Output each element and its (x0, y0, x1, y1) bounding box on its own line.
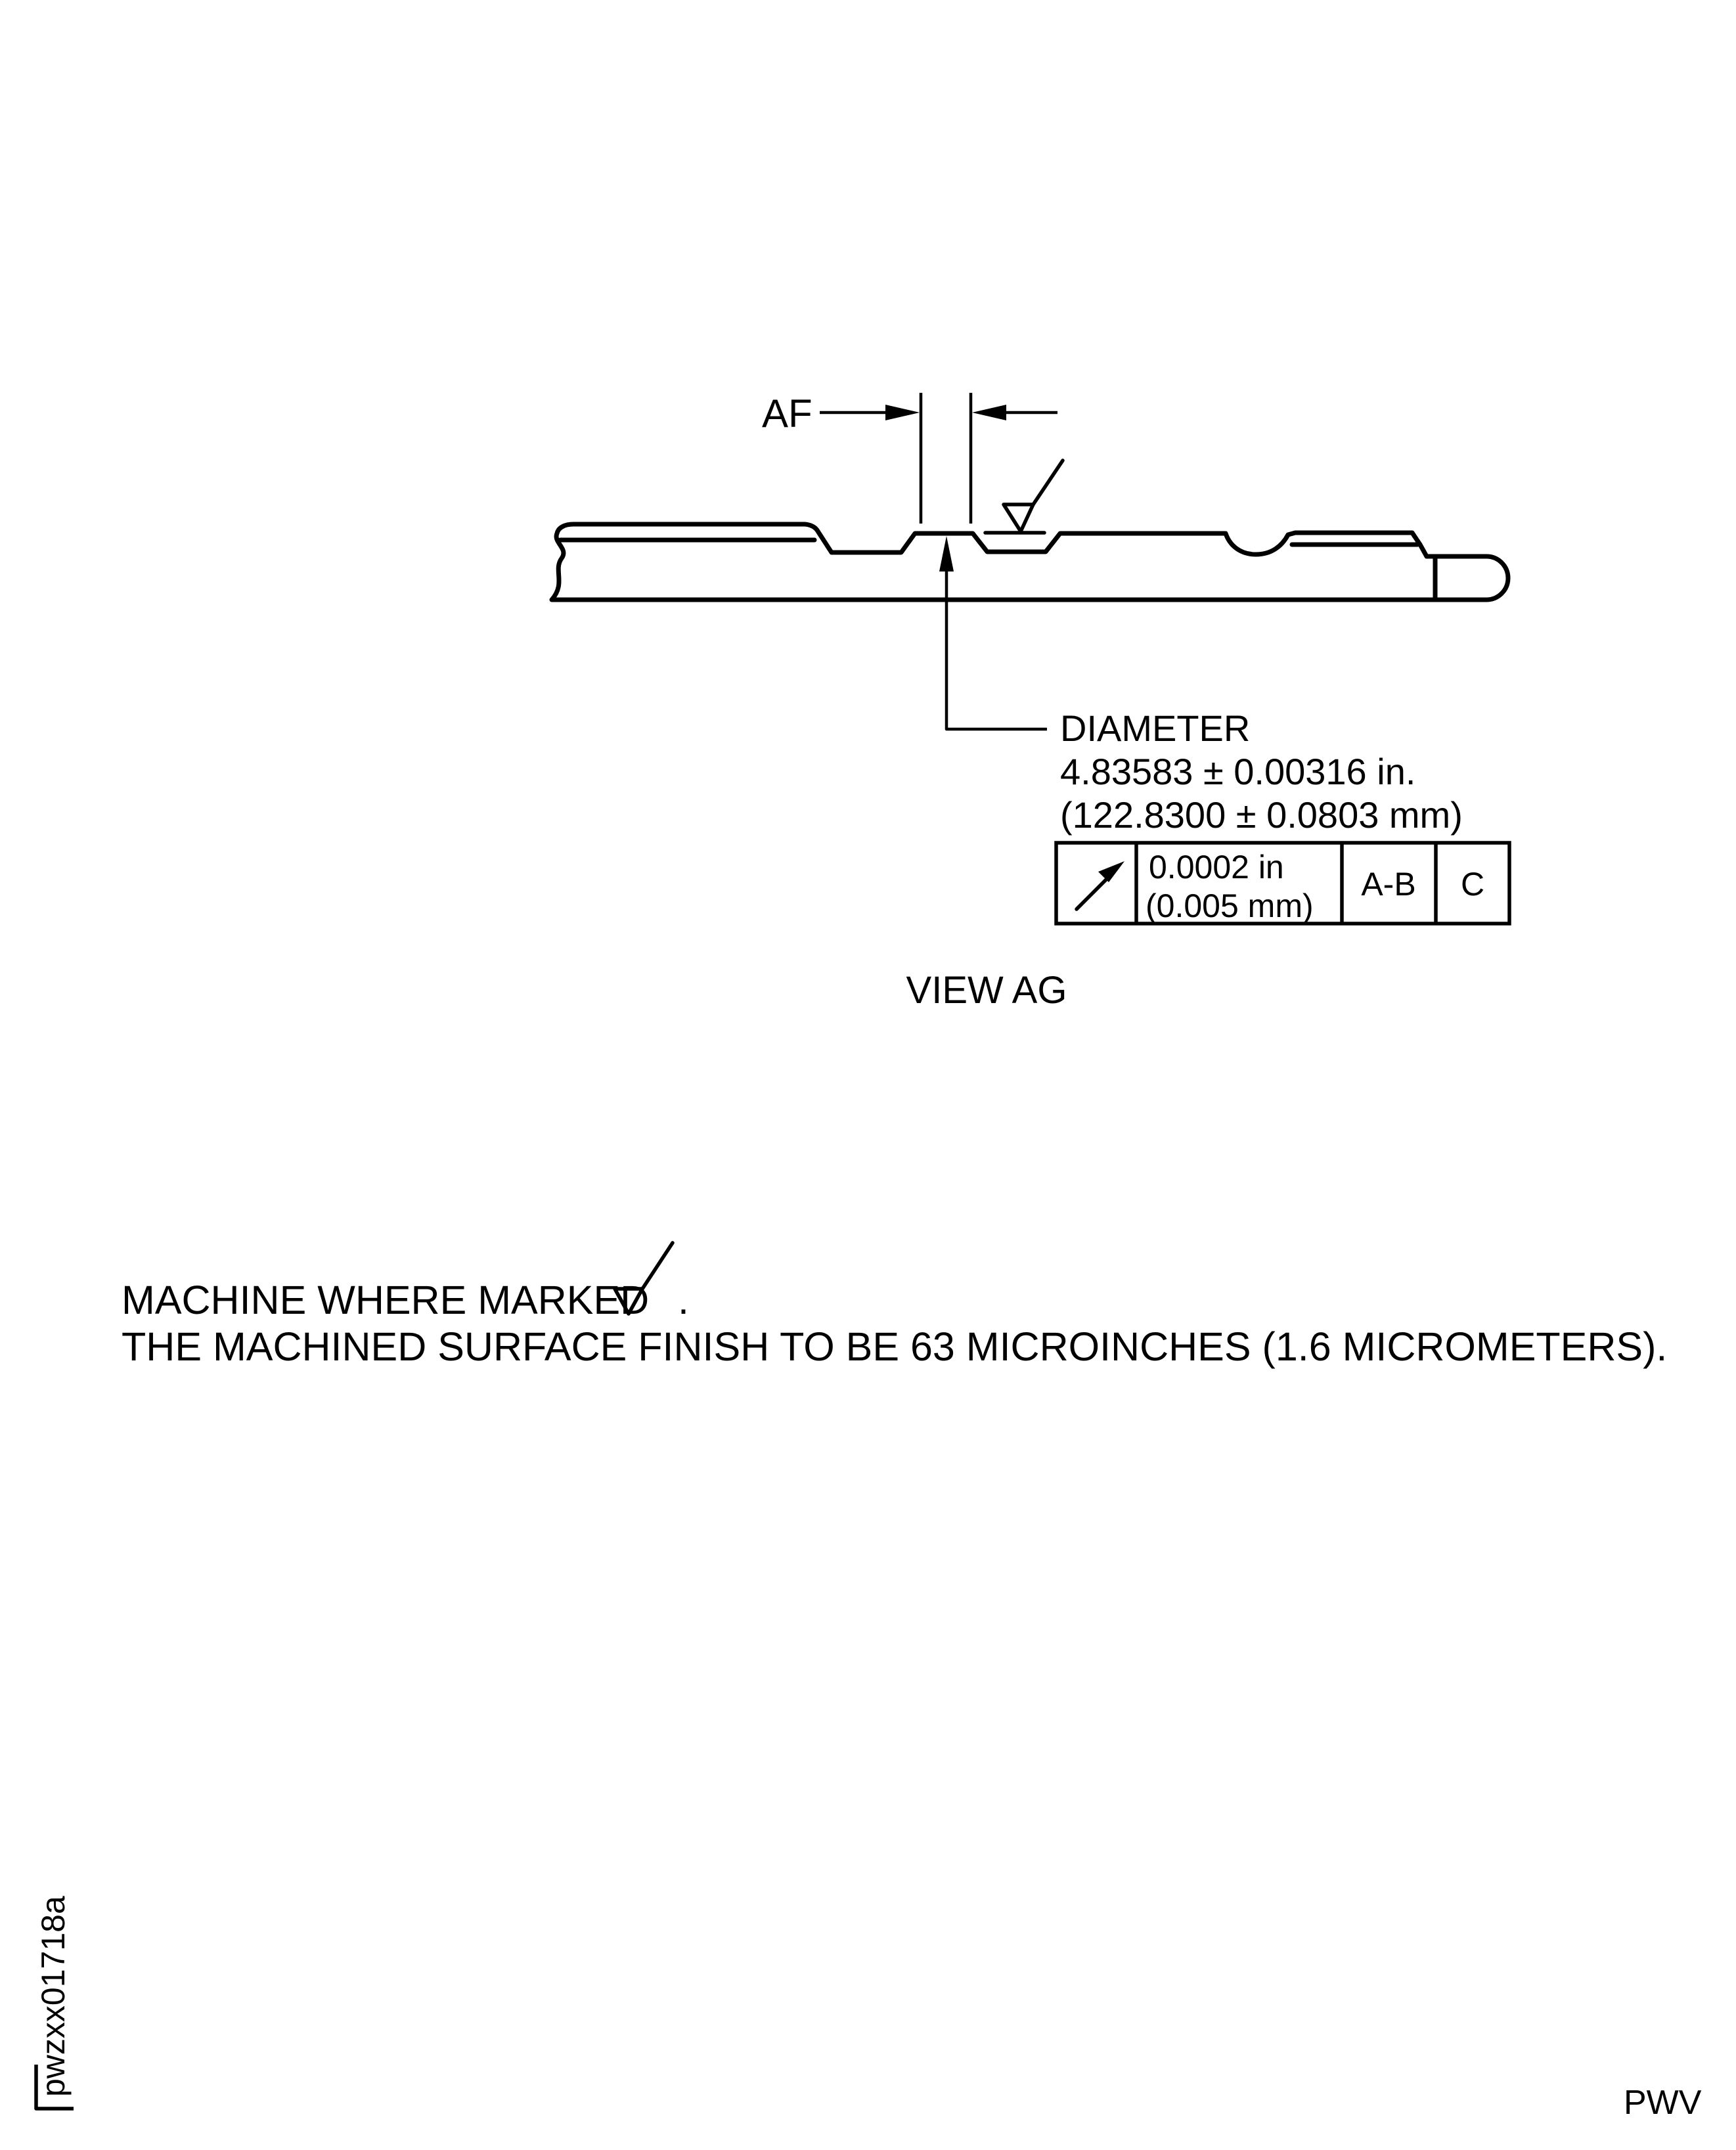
fcf-datum-secondary: C (1460, 866, 1485, 903)
machining-notes (122, 1243, 1667, 1369)
note-line1-period: . (678, 1278, 689, 1322)
diameter-leader (939, 536, 1047, 729)
diameter-value-in: 4.83583 ± 0.00316 in. (1060, 751, 1416, 792)
diameter-value-mm: (122.8300 ± 0.0803 mm) (1060, 794, 1463, 836)
part-profile (552, 524, 1508, 600)
af-dimension-label: AF (762, 392, 812, 436)
circular-runout-icon (1077, 861, 1124, 909)
surface-finish-triangle (1004, 504, 1033, 531)
note-line2-text: THE MACHINED SURFACE FINISH TO BE 63 MICROINCHES (1.6 MICROMETERS). (122, 1324, 1668, 1369)
arrowhead-up-icon (939, 536, 954, 571)
part-outline (552, 524, 1508, 600)
feature-control-frame (1056, 843, 1509, 924)
note-line1-text: MACHINE WHERE MARKED (122, 1278, 650, 1322)
fcf-tolerance-in: 0.0002 in (1149, 849, 1284, 885)
surface-finish-tail (1033, 460, 1063, 504)
diameter-title: DIAMETER (1060, 707, 1251, 749)
arrowhead-left-icon (972, 405, 1006, 420)
figure-id: pwzxx01718a (35, 1896, 72, 2097)
arrowhead-right-icon (885, 405, 920, 420)
fcf-datum-primary: A-B (1361, 866, 1416, 903)
diameter-note (1060, 707, 1463, 836)
view-label: VIEW AG (906, 969, 1067, 1012)
surface-finish-icon (985, 460, 1063, 533)
page-code: PWV (1624, 2084, 1702, 2122)
fcf-tolerance-mm: (0.005 mm) (1146, 887, 1314, 924)
figure-id-block (35, 1896, 74, 2109)
leader-polyline (946, 568, 1047, 729)
